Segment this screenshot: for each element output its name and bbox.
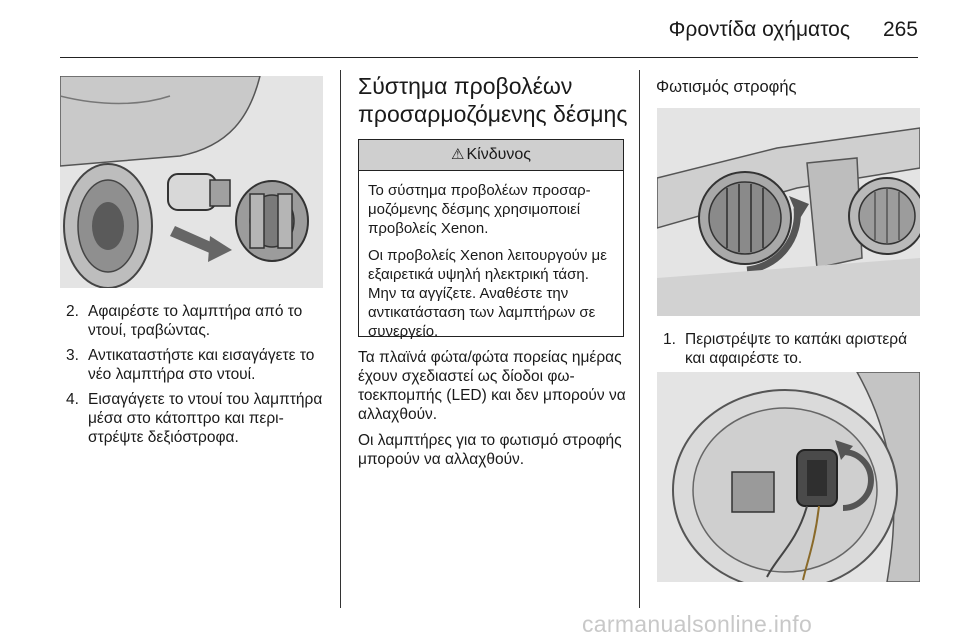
list-item	[66, 302, 328, 340]
step-text: Αντικαταστήστε και εισαγάγετε το νέο λαμπτήρα στο ντουί.	[88, 347, 315, 383]
column-divider	[639, 70, 640, 608]
column-divider	[340, 70, 341, 608]
step-text: Αφαιρέστε το λαμπτήρα από το ντουί, τραβώντας.	[88, 303, 303, 339]
step-number: 3.	[66, 347, 79, 364]
bulb-removal-illustration	[60, 76, 323, 288]
danger-body	[359, 171, 623, 341]
page-header	[0, 0, 960, 58]
cornering-light-steps	[663, 330, 925, 374]
cornering-light-cover-illustration	[657, 108, 920, 316]
body-paragraph: Τα πλαϊνά φώτα/φώτα πορείας ημέρας έχουν σχεδιαστεί ως δίοδοι φωτοεκπομπής (LED) και δεν μπορούν να αλλαχθούν.	[358, 349, 626, 423]
body-paragraph: Οι λαμπτήρες για το φωτισμό στροφής μπορούν να αλλαχθούν.	[358, 432, 622, 468]
page-title: Φροντίδα οχήματος	[668, 18, 850, 41]
danger-header	[359, 140, 623, 171]
list-item	[66, 390, 328, 447]
warning-triangle-icon: ⚠	[451, 146, 465, 163]
list-item	[663, 330, 925, 368]
bulb-replacement-steps	[66, 302, 328, 453]
danger-title: Κίνδυνος	[466, 146, 531, 163]
danger-paragraph: Οι προβολείς Xenon λειτουργούν με εξαιρετικά υψηλή ηλεκτρική τάση. Μην τα αγγίζετε. Αναθέστε την αντικατάσταση των λαμπτήρων σε συνεργείο.	[368, 247, 607, 340]
danger-notice	[358, 139, 624, 340]
step-text: Εισαγάγετε το ντουί του λαμπτήρα μέσα στο κάτοπτρο και περιστρέψτε δεξιόστροφα.	[88, 391, 323, 446]
step-number: 2.	[66, 303, 79, 320]
step-number: 4.	[66, 391, 79, 408]
section-title: Σύστημα προβολέων προσαρμοζόμενης δέσμης	[358, 73, 628, 127]
body-text	[358, 348, 626, 476]
header-rule	[60, 57, 918, 58]
danger-paragraph: Το σύστημα προβολέων προσαρμοζόμενης δέσμης χρησιμοποιεί προβολείς Xenon.	[368, 182, 591, 237]
step-text: Περιστρέψτε το καπάκι αριστερά και αφαιρέστε το.	[685, 331, 908, 367]
list-item	[66, 346, 328, 384]
watermark: carmanualsonline.info	[582, 611, 813, 637]
subheading: Φωτισμός στροφής	[656, 78, 797, 96]
page-number: 265	[882, 18, 918, 41]
cornering-light-bulb-illustration	[657, 372, 920, 582]
step-number: 1.	[663, 331, 676, 348]
